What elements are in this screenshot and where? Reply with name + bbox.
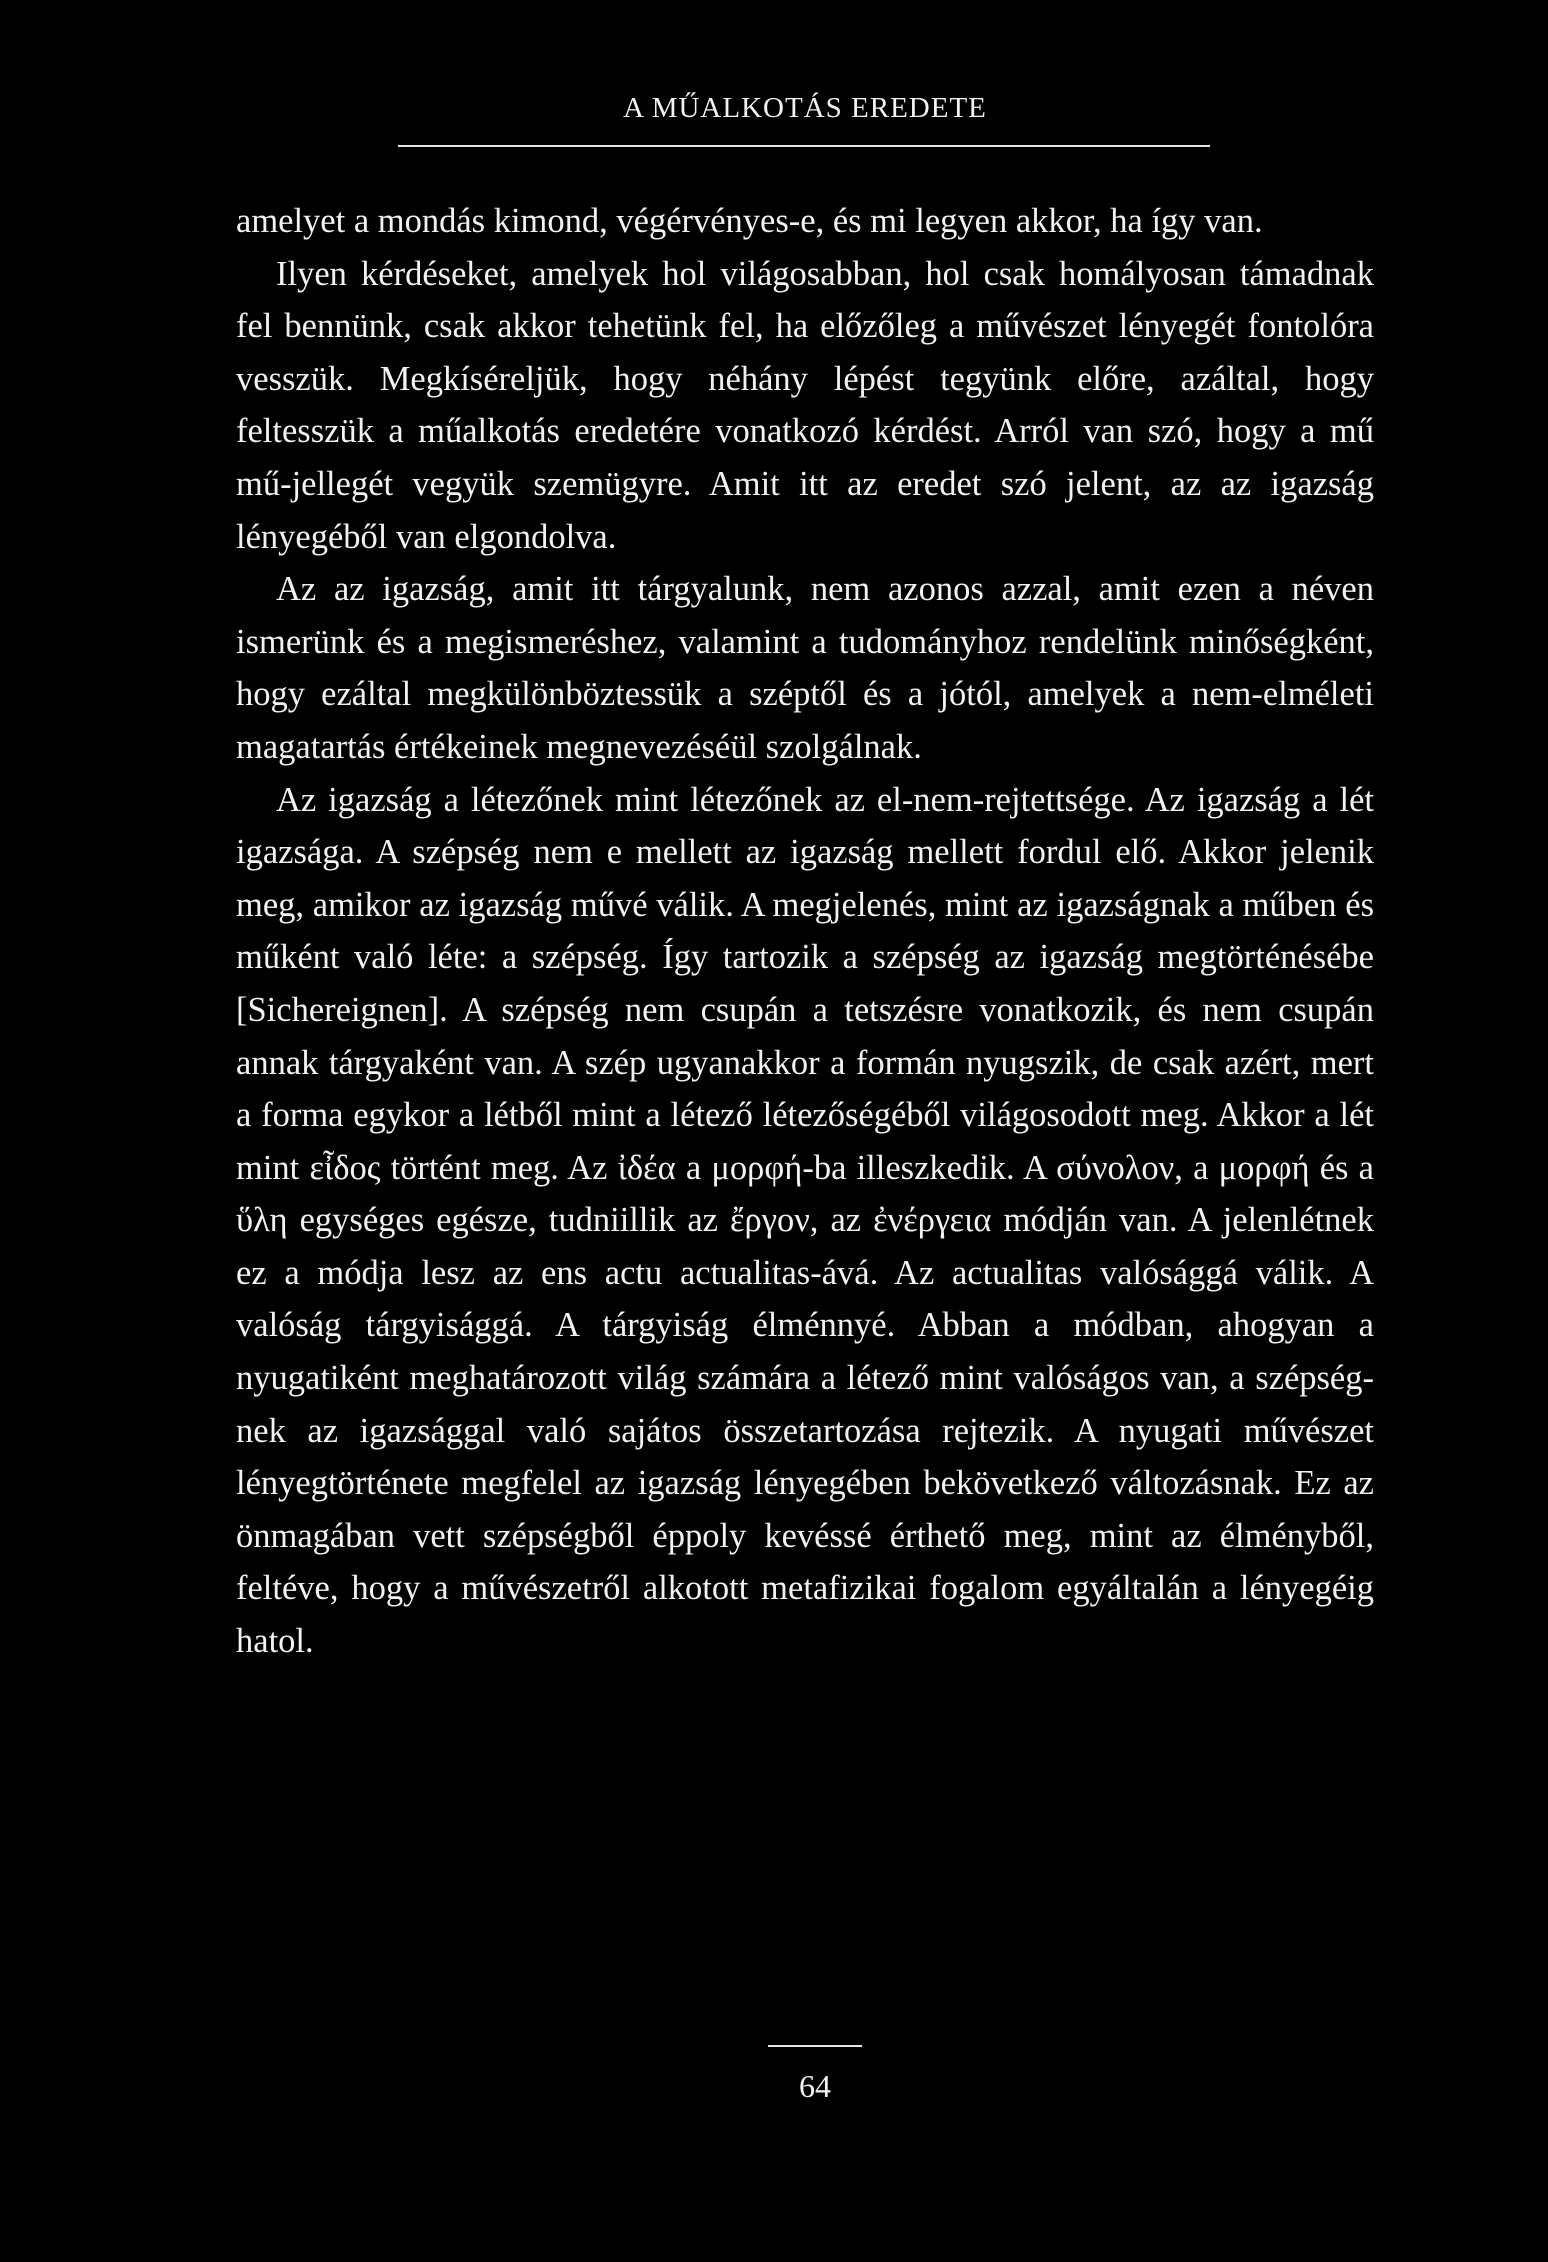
footer-rule bbox=[768, 2045, 862, 2047]
running-head-title: A MŰALKOTÁS EREDETE bbox=[623, 92, 987, 124]
paragraph-continuation: amelyet a mondás kimond, végérvényes-e, és mi legyen akkor, ha így van. bbox=[236, 202, 1263, 240]
header-rule bbox=[398, 145, 1210, 147]
paragraph-truth-definition: Az az igazság, amit itt tárgyalunk, nem azonos azzal, amit ezen a néven ismerünk és a megismeréshez, valamint a tudományhoz rendelünk minőségként, hogy ezáltal megkülönböztessük a széptől és a jótól, amelyek a nem-elméleti magatartás értékeinek megnevezéséül szolgálnak. bbox=[236, 570, 1374, 766]
body-text bbox=[236, 195, 1374, 1668]
paragraph-questions: Ilyen kérdéseket, amelyek hol világosabban, hol csak homályosan támadnak fel bennünk, csak akkor tehetünk fel, ha előzőleg a művészet lényegét fontolóra vesszük. Megkíséreljük, hogy néhány lépést tegyünk előre, azáltal, hogy feltesszük a műalkotás eredetére vonatkozó kérdést. Arról van szó, hogy a mű mű-jellegét vegyük szemügyre. Amit itt az eredet szó jelent, az az igazság lényegéből van elgondolva. bbox=[236, 254, 1374, 556]
paragraph-truth-beauty: Az igazság a létezőnek mint létezőnek az el-nem-rejtettsége. Az igazság a lét igazsága. A szépség nem e mellett az igazság mellett fordul elő. Akkor jelenik meg, amikor az igazság művé válik. A megjelenés, mint az igazságnak a műben és műként való léte: a szépség. Így tartozik a szépség az igazság megtörténésébe [Sichereignen]. A szépség nem csupán a tetszésre vonatkozik, és nem csupán annak tárgyaként van. A szép ugyanakkor a formán nyugszik, de csak azért, mert a forma egykor a létből mint a létező létezőségéből világosodott meg. Akkor a lét mint εἶδος történt meg. Az ἰδέα a μορφή-ba illeszkedik. A σύνολον, a μορφή és a ὕλη egységes egésze, tudniillik az ἔργον, az ἐνέργεια módján van. A jelenlétnek ez a módja lesz az ens actu actualitas-ává. Az actualitas valósággá válik. A valóság tárgyisággá. A tárgyiság élménnyé. Abban a módban, ahogyan a nyugatiként meghatározott világ számára a létező mint valóságos van, a szépségnek az igazsággal való sajátos összetartozása rejtezik. A nyugati művészet lényegtörténete megfelel az igazság lényegében bekövetkező változásnak. Ez az önmagában vett szépségből éppoly kevéssé érthető meg, mint az élményből, feltéve, hogy a művészetről alkotott metafizikai fogalom egyáltalán a lényegéig hatol. bbox=[236, 780, 1374, 1661]
page-number: 64 bbox=[799, 2068, 831, 2104]
